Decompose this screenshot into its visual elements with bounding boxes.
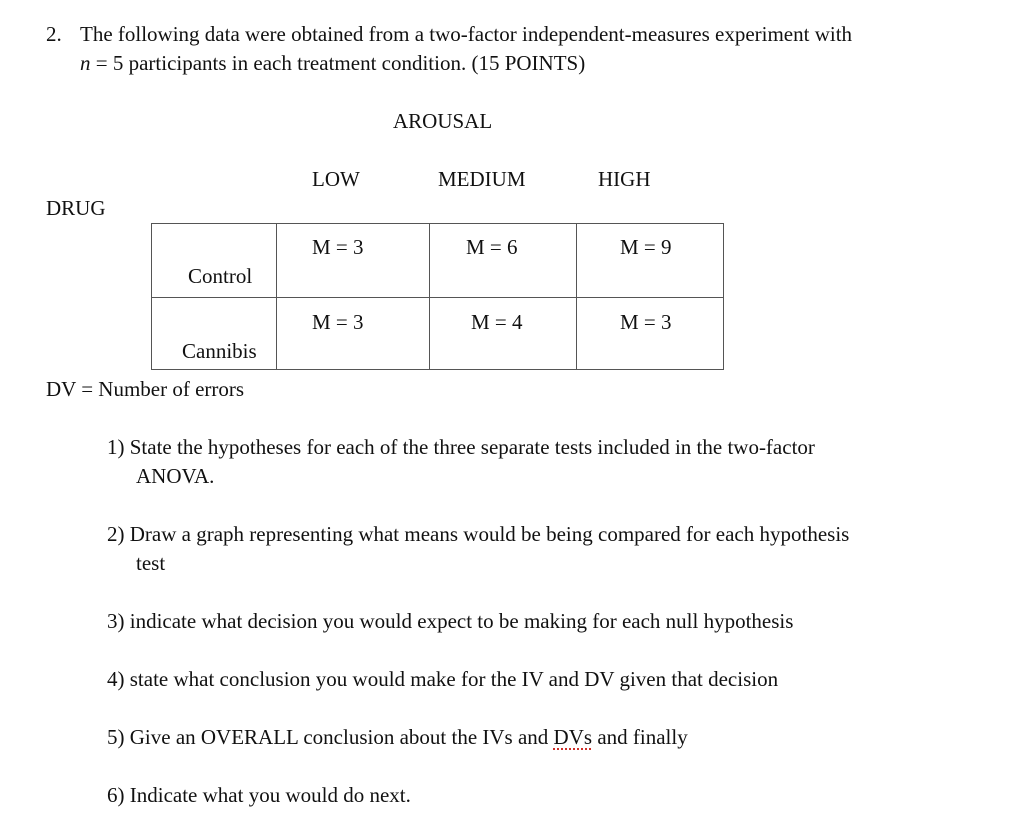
task-5-tail: and finally [592, 725, 688, 749]
column-header-low: LOW [312, 167, 360, 191]
task-3: 3) indicate what decision you would expect to be making for each null hypothesis [107, 609, 794, 633]
task-1-line-2: ANOVA. [136, 464, 215, 488]
column-header-high: HIGH [598, 167, 651, 191]
question-number: 2. [46, 22, 62, 46]
cell-cannibis-high: M = 3 [620, 310, 672, 334]
task-1-line-1: 1) State the hypotheses for each of the three separate tests included in the two-factor [107, 435, 815, 459]
task-5-text: 5) Give an OVERALL conclusion about the IVs and [107, 725, 554, 749]
dv-label: DV = Number of errors [46, 377, 245, 401]
task-6: 6) Indicate what you would do next. [107, 783, 411, 807]
arousal-factor-label: AROUSAL [393, 109, 493, 133]
column-header-medium: MEDIUM [438, 167, 526, 191]
n-variable: n [80, 51, 91, 75]
table-divider [152, 297, 723, 298]
task-4: 4) state what conclusion you would make for the IV and DV given that decision [107, 667, 779, 691]
task-2-line-1: 2) Draw a graph representing what means would be being compared for each hypothesis [107, 522, 850, 546]
cell-cannibis-low: M = 3 [312, 310, 364, 334]
dvs-spellcheck-word[interactable]: DVs [553, 725, 593, 749]
task-2-line-2: test [136, 551, 166, 575]
cell-control-medium: M = 6 [466, 235, 518, 259]
question-line-2-text: = 5 participants in each treatment condition. (15 POINTS) [90, 51, 586, 75]
task-5 [107, 723, 688, 751]
cell-control-low: M = 3 [312, 235, 364, 259]
cell-cannibis-medium: M = 4 [471, 310, 523, 334]
drug-factor-label: DRUG [46, 196, 106, 220]
question-line-2 [80, 49, 585, 77]
cell-control-high: M = 9 [620, 235, 672, 259]
question-line-1: The following data were obtained from a two-factor independent-measures experiment with [80, 22, 853, 46]
row-label-cannibis: Cannibis [182, 339, 257, 363]
row-label-control: Control [188, 264, 253, 288]
